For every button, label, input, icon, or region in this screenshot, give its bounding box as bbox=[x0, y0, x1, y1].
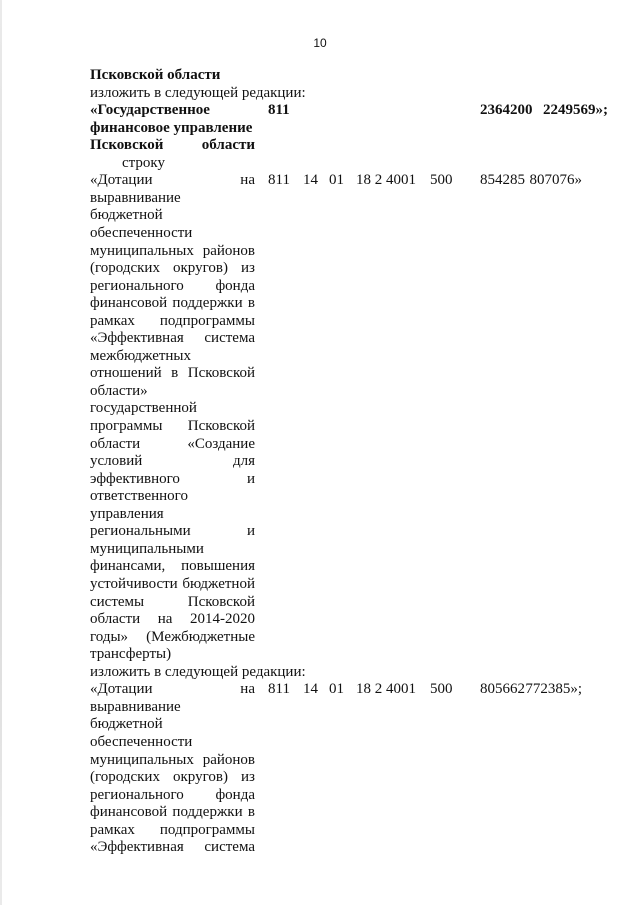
row-name-line: финансами, повышения bbox=[90, 558, 255, 575]
subsection-cell: 01 bbox=[329, 172, 344, 189]
code-cell: 811 bbox=[268, 681, 290, 698]
header-value-2: 2249569»; bbox=[543, 102, 608, 119]
header-name-line: Псковской области bbox=[90, 137, 255, 154]
row-name-line: годы» (Межбюджетные bbox=[90, 628, 255, 645]
row-name-line: (городских округов) из bbox=[90, 260, 255, 277]
header-name-line: «Государственное bbox=[90, 102, 210, 119]
row-name-line: обеспеченности bbox=[90, 225, 193, 241]
row-name-line: «Дотации на bbox=[90, 172, 255, 189]
scan-edge bbox=[0, 0, 2, 905]
header-value-1: 2364200 bbox=[480, 102, 533, 119]
row-name-line: муниципальными bbox=[90, 540, 204, 557]
row-name-line: выравнивание bbox=[90, 698, 181, 715]
instruction-text: изложить в следующей редакции: bbox=[90, 84, 306, 101]
row-name-line: выравнивание bbox=[90, 189, 181, 206]
header-code: 811 bbox=[268, 102, 290, 119]
row-name-line: области «Создание bbox=[90, 435, 255, 452]
row-name-line: региональными и bbox=[90, 523, 255, 540]
row-name-line: межбюджетных bbox=[90, 347, 192, 364]
row-name-line: эффективного и bbox=[90, 470, 255, 487]
instruction-text: изложить в следующей редакции: bbox=[90, 663, 306, 680]
value-1-cell: 854285 bbox=[480, 172, 525, 189]
row-name-line: программы Псковской bbox=[90, 418, 255, 434]
value-2-cell: 807076» bbox=[529, 172, 582, 189]
section-cell: 14 bbox=[303, 172, 318, 189]
row-name-line: области на 2014-2020 bbox=[90, 611, 255, 628]
section-heading-continued: Псковской области bbox=[90, 67, 221, 83]
row-name-line: бюджетной bbox=[90, 207, 163, 224]
row-name-line: области» bbox=[90, 382, 148, 399]
row-name-line: трансферты) bbox=[90, 646, 172, 663]
expense-type-cell: 500 bbox=[430, 681, 453, 698]
row-name-line: регионального фонда bbox=[90, 277, 255, 294]
value-1-cell: 805662 bbox=[480, 681, 525, 698]
row-name-line: бюджетной bbox=[90, 716, 163, 733]
code-cell: 811 bbox=[268, 172, 290, 189]
target-article-cell: 18 2 4001 bbox=[356, 172, 416, 189]
page-number: 10 bbox=[313, 36, 327, 50]
row-name-line: условий для bbox=[90, 453, 255, 470]
row-name-line: отношений в Псковской bbox=[90, 365, 255, 382]
row-name-line: муниципальных районов bbox=[90, 242, 255, 259]
row-name-line: финансовой поддержки в bbox=[90, 804, 255, 821]
row-name-line: «Эффективная система bbox=[90, 839, 255, 856]
row-name-line: устойчивости бюджетной bbox=[90, 576, 255, 592]
row-name-line: рамках подпрограммы bbox=[90, 821, 255, 838]
row-name-line: (городских округов) из bbox=[90, 769, 255, 785]
row-name-line: муниципальных районов bbox=[90, 751, 255, 768]
subsection-cell: 01 bbox=[329, 681, 344, 698]
target-article-cell: 18 2 4001 bbox=[356, 681, 416, 698]
section-cell: 14 bbox=[303, 681, 318, 698]
header-name-line: финансовое управление bbox=[90, 119, 253, 136]
instruction-text: строку bbox=[122, 154, 165, 171]
row-name-line: государственной bbox=[90, 400, 197, 417]
row-name-line: системы Псковской bbox=[90, 593, 255, 610]
row-name-line: финансовой поддержки в bbox=[90, 295, 255, 312]
row-name-line: «Дотации на bbox=[90, 681, 255, 698]
row-name-line: управления bbox=[90, 505, 164, 522]
row-name-line: рамках подпрограммы bbox=[90, 312, 255, 329]
value-2-cell: 772385»; bbox=[525, 681, 582, 698]
row-name-line: «Эффективная система bbox=[90, 330, 255, 347]
expense-type-cell: 500 bbox=[430, 172, 453, 189]
row-name-line: обеспеченности bbox=[90, 733, 193, 750]
row-name-line: регионального фонда bbox=[90, 786, 255, 803]
row-name-line: ответственного bbox=[90, 488, 188, 505]
